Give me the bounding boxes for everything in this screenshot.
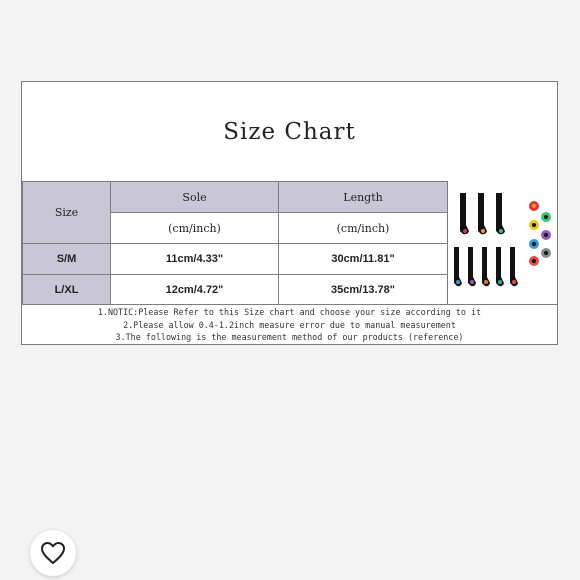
sole-cell: 11cm/4.33": [111, 244, 279, 275]
product-image: [447, 181, 557, 304]
size-cell: S/M: [23, 244, 111, 275]
chart-title: Size Chart: [223, 118, 356, 145]
note-line: 1.NOTIC:Please Refer to this Size chart and choose your size according to it: [97, 307, 482, 317]
length-cell: 35cm/13.78": [279, 275, 448, 305]
size-chart-sheet: [21, 81, 558, 345]
size-cell: L/XL: [23, 275, 111, 305]
heart-icon: [40, 541, 66, 565]
length-header: Length: [279, 182, 448, 213]
size-header: Size: [23, 182, 111, 244]
length-unit: (cm/inch): [279, 213, 448, 244]
compression-socks-image: [448, 181, 556, 302]
size-notes: [22, 304, 557, 344]
table-row: [23, 244, 448, 275]
favorite-button[interactable]: [30, 530, 76, 576]
note-line: 2.Please allow 0.4-1.2inch measure error due to manual measurement: [123, 319, 456, 330]
length-cell: 30cm/11.81": [279, 244, 448, 275]
table-row: [23, 275, 448, 305]
size-table: [22, 181, 448, 305]
sole-unit: (cm/inch): [111, 213, 279, 244]
note-line: 3.The following is the measurement method of our products (reference): [115, 332, 464, 342]
sole-cell: 12cm/4.72": [111, 275, 279, 305]
sole-header: Sole: [111, 182, 279, 213]
